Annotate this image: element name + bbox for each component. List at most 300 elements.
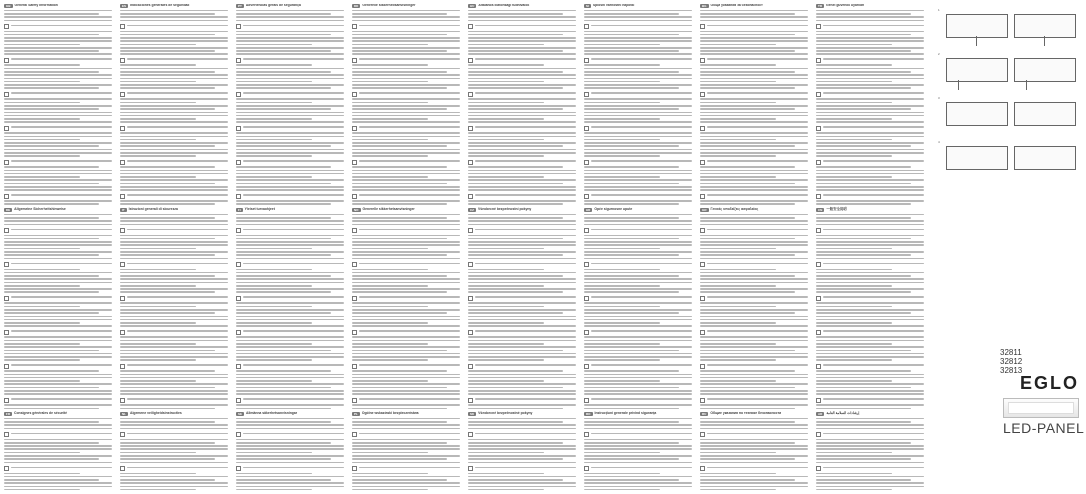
text-line xyxy=(584,244,692,246)
text-line xyxy=(236,34,331,36)
text-line xyxy=(236,78,344,80)
text-line xyxy=(584,16,692,18)
text-line xyxy=(700,81,776,83)
text-line xyxy=(236,336,344,338)
text-line xyxy=(468,74,576,76)
language-code-badge: BG xyxy=(702,4,707,8)
text-line xyxy=(700,445,808,447)
text-line xyxy=(584,489,660,490)
warning-icon xyxy=(468,432,473,437)
text-line xyxy=(352,458,447,460)
text-line xyxy=(816,139,892,141)
language-code-badge: SK xyxy=(470,412,475,417)
text-line xyxy=(352,340,460,342)
text-line xyxy=(4,214,112,216)
warning-bullet xyxy=(468,295,576,301)
text-line xyxy=(584,476,692,478)
text-line xyxy=(700,486,808,488)
warning-bullet xyxy=(468,397,576,403)
text-line xyxy=(4,105,112,107)
text-line xyxy=(700,272,808,274)
text-line xyxy=(236,302,344,304)
text-line xyxy=(584,404,692,406)
text-line xyxy=(120,272,228,274)
warning-icon xyxy=(352,398,357,403)
text-line xyxy=(584,319,692,321)
text-line xyxy=(243,263,344,265)
text-line xyxy=(591,92,692,94)
text-line xyxy=(236,306,312,308)
text-line xyxy=(584,479,679,481)
text-line xyxy=(468,13,563,15)
warning-bullet xyxy=(584,57,692,63)
text-line xyxy=(4,13,99,15)
text-line xyxy=(4,170,112,172)
text-line xyxy=(236,173,344,175)
text-line xyxy=(700,346,808,348)
text-line xyxy=(4,71,99,73)
text-line xyxy=(584,31,692,33)
text-line xyxy=(359,398,460,400)
text-line xyxy=(468,442,563,444)
warning-bullet xyxy=(236,465,344,471)
warning-icon xyxy=(584,194,589,199)
text-line xyxy=(816,53,924,55)
warning-icon xyxy=(4,194,9,199)
section-title: Yleiset turvaohjeet xyxy=(244,207,275,212)
text-line xyxy=(468,452,544,454)
text-line xyxy=(236,74,344,76)
text-line xyxy=(127,58,228,60)
text-line xyxy=(236,312,331,314)
text-line xyxy=(127,433,228,435)
text-line xyxy=(816,421,911,423)
warning-bullet xyxy=(584,295,692,301)
text-line xyxy=(352,275,447,277)
warning-icon xyxy=(4,58,9,63)
warning-icon xyxy=(120,466,125,471)
language-section xyxy=(352,412,460,490)
figure-1-label: 1 xyxy=(938,8,940,12)
text-line xyxy=(352,217,447,219)
warning-bullet xyxy=(120,261,228,267)
text-line xyxy=(468,10,576,12)
warning-bullet xyxy=(700,125,808,131)
text-line xyxy=(468,112,576,114)
warning-bullet xyxy=(816,465,924,471)
text-line xyxy=(352,16,460,18)
text-line xyxy=(468,200,576,202)
text-line xyxy=(236,84,344,86)
text-line xyxy=(584,235,692,237)
text-line xyxy=(127,126,228,128)
text-line xyxy=(243,126,344,128)
warning-bullet xyxy=(468,227,576,233)
text-line xyxy=(816,108,911,110)
text-line xyxy=(352,149,460,151)
warning-bullet xyxy=(120,431,228,437)
warning-icon xyxy=(584,466,589,471)
warning-bullet xyxy=(352,193,460,199)
warning-bullet xyxy=(700,193,808,199)
text-line xyxy=(707,92,808,94)
text-line xyxy=(468,170,576,172)
text-line xyxy=(120,452,196,454)
text-line xyxy=(816,452,892,454)
warning-icon xyxy=(584,296,589,301)
text-line xyxy=(352,322,428,324)
warning-bullet xyxy=(468,329,576,335)
text-line xyxy=(4,68,112,70)
text-line xyxy=(11,229,112,231)
text-line xyxy=(700,139,776,141)
text-line xyxy=(468,476,576,478)
text-line xyxy=(700,325,808,327)
text-line xyxy=(352,489,428,490)
text-line xyxy=(4,241,112,243)
text-line xyxy=(236,203,331,205)
text-line xyxy=(468,353,576,355)
warning-bullet xyxy=(120,363,228,369)
warning-bullet xyxy=(352,397,460,403)
text-line xyxy=(352,84,460,86)
warning-icon xyxy=(700,92,705,97)
text-line xyxy=(120,380,196,382)
text-line xyxy=(584,316,692,318)
panel-illustration xyxy=(946,58,1008,82)
text-line xyxy=(816,473,892,475)
panel-illustration xyxy=(946,146,1008,170)
text-line xyxy=(236,13,331,15)
text-line xyxy=(11,194,112,196)
language-code-badge: TR xyxy=(818,4,822,8)
text-line xyxy=(243,467,344,469)
text-line xyxy=(4,312,99,314)
text-line xyxy=(475,58,576,60)
text-line xyxy=(243,160,344,162)
warning-bullet xyxy=(236,91,344,97)
section-title: إرشادات السلامة العامة xyxy=(826,411,860,416)
warning-bullet xyxy=(352,57,460,63)
warning-bullet xyxy=(816,295,924,301)
text-line xyxy=(700,13,795,15)
text-line xyxy=(468,121,576,123)
text-line xyxy=(700,309,808,311)
text-line xyxy=(468,258,576,260)
text-line xyxy=(120,186,228,188)
text-line xyxy=(700,74,808,76)
text-line xyxy=(468,275,563,277)
language-code-badge: ES xyxy=(122,4,127,8)
warning-icon xyxy=(236,24,241,29)
warning-bullet xyxy=(816,227,924,233)
warning-icon xyxy=(584,262,589,267)
text-line xyxy=(359,126,460,128)
text-line xyxy=(236,486,344,488)
text-line xyxy=(120,115,228,117)
text-line xyxy=(11,467,112,469)
warning-bullet xyxy=(468,125,576,131)
text-line xyxy=(236,387,331,389)
text-line xyxy=(707,58,808,60)
warning-bullet xyxy=(700,431,808,437)
text-line xyxy=(584,166,679,168)
warning-bullet xyxy=(816,57,924,63)
text-line xyxy=(4,445,112,447)
text-line xyxy=(352,306,428,308)
text-line xyxy=(4,98,112,100)
text-line xyxy=(4,278,112,280)
text-line xyxy=(700,421,795,423)
section-heading xyxy=(816,208,924,212)
text-line xyxy=(700,108,795,110)
panel-illustration xyxy=(1014,102,1076,126)
language-section xyxy=(700,412,808,490)
warning-bullet xyxy=(236,193,344,199)
text-line xyxy=(584,112,692,114)
article-number: 32812 xyxy=(1000,357,1023,366)
text-line xyxy=(120,142,228,144)
led-panel-diffuser xyxy=(1008,402,1074,414)
warning-bullet xyxy=(4,227,112,233)
warning-icon xyxy=(700,228,705,233)
section-heading xyxy=(700,4,808,8)
warning-bullet xyxy=(352,465,460,471)
warning-icon xyxy=(584,364,589,369)
warning-bullet xyxy=(236,431,344,437)
text-line xyxy=(352,428,460,430)
warning-bullet xyxy=(236,397,344,403)
section-heading xyxy=(352,4,460,8)
text-line xyxy=(468,189,576,191)
text-line xyxy=(4,166,99,168)
text-line xyxy=(816,316,924,318)
text-line xyxy=(468,145,563,147)
text-line xyxy=(584,291,679,293)
text-line xyxy=(816,74,924,76)
text-line xyxy=(352,258,460,260)
text-line xyxy=(468,254,563,256)
text-line xyxy=(236,288,344,290)
text-line xyxy=(700,105,808,107)
text-line xyxy=(700,428,808,430)
text-line xyxy=(816,149,924,151)
text-line xyxy=(700,312,795,314)
warning-bullet xyxy=(4,125,112,131)
text-line xyxy=(236,112,344,114)
text-line xyxy=(816,439,924,441)
text-line xyxy=(816,132,924,134)
text-line xyxy=(700,319,808,321)
text-line xyxy=(4,390,112,392)
warning-icon xyxy=(352,364,357,369)
text-line xyxy=(352,40,460,42)
warning-bullet xyxy=(120,397,228,403)
text-line xyxy=(468,31,576,33)
warning-bullet xyxy=(120,91,228,97)
text-line xyxy=(700,336,808,338)
text-line xyxy=(359,194,460,196)
text-line xyxy=(120,241,228,243)
article-number: 32813 xyxy=(1000,366,1023,375)
text-line xyxy=(823,92,924,94)
text-line xyxy=(236,10,344,12)
text-line xyxy=(236,166,331,168)
text-line xyxy=(120,269,196,271)
panel-illustration xyxy=(946,102,1008,126)
text-line xyxy=(468,235,576,237)
text-line xyxy=(352,44,428,46)
text-line xyxy=(475,126,576,128)
text-line xyxy=(468,251,576,253)
text-line xyxy=(120,20,228,22)
text-column xyxy=(816,4,924,490)
warning-bullet xyxy=(816,159,924,165)
text-line xyxy=(4,316,112,318)
text-line xyxy=(236,20,344,22)
language-section xyxy=(700,208,808,409)
text-line xyxy=(468,16,576,18)
text-line xyxy=(468,220,576,222)
text-line xyxy=(816,121,924,123)
cable-illustration xyxy=(1044,36,1045,46)
text-line xyxy=(120,442,215,444)
text-line xyxy=(468,278,576,280)
text-line xyxy=(236,455,344,457)
text-line xyxy=(468,78,576,80)
text-line xyxy=(468,217,563,219)
warning-icon xyxy=(236,330,241,335)
text-line xyxy=(700,16,808,18)
text-line xyxy=(816,408,911,410)
text-line xyxy=(584,458,679,460)
figure-3-label: 3 xyxy=(938,96,940,100)
cable-illustration xyxy=(976,36,977,46)
text-line xyxy=(700,235,808,237)
text-line xyxy=(475,398,576,400)
section-heading xyxy=(468,4,576,8)
text-line xyxy=(120,302,228,304)
text-line xyxy=(468,445,576,447)
text-line xyxy=(468,166,563,168)
warning-icon xyxy=(816,364,821,369)
text-line xyxy=(591,160,692,162)
text-line xyxy=(4,112,112,114)
language-section xyxy=(236,412,344,490)
text-line xyxy=(352,214,460,216)
text-line xyxy=(816,272,924,274)
text-line xyxy=(4,31,112,33)
warning-icon xyxy=(700,24,705,29)
text-line xyxy=(4,203,99,205)
text-line xyxy=(120,47,228,49)
text-line xyxy=(816,359,892,361)
warning-bullet xyxy=(4,23,112,29)
text-line xyxy=(816,84,924,86)
warning-bullet xyxy=(584,125,692,131)
figure-2-label: 2 xyxy=(938,52,940,56)
warning-icon xyxy=(468,466,473,471)
language-code-badge: PL xyxy=(354,412,358,417)
warning-bullet xyxy=(816,397,924,403)
text-line xyxy=(236,322,312,324)
text-line xyxy=(359,263,460,265)
text-line xyxy=(4,356,112,358)
warning-icon xyxy=(584,92,589,97)
text-line xyxy=(816,291,911,293)
section-heading xyxy=(816,412,924,416)
text-line xyxy=(352,285,428,287)
section-heading xyxy=(700,208,808,212)
text-line xyxy=(120,251,228,253)
text-line xyxy=(584,145,679,147)
text-line xyxy=(236,217,331,219)
text-line xyxy=(700,442,795,444)
text-line xyxy=(127,160,228,162)
warning-bullet xyxy=(700,295,808,301)
text-line xyxy=(816,325,924,327)
warning-icon xyxy=(236,296,241,301)
text-line xyxy=(11,160,112,162)
text-line xyxy=(120,44,196,46)
text-line xyxy=(4,424,112,426)
text-line xyxy=(707,433,808,435)
text-line xyxy=(707,296,808,298)
warning-bullet xyxy=(700,397,808,403)
language-section xyxy=(352,208,460,409)
warning-icon xyxy=(4,262,9,267)
text-line xyxy=(816,418,924,420)
text-line xyxy=(11,58,112,60)
text-line xyxy=(236,118,312,120)
text-line xyxy=(352,37,460,39)
text-line xyxy=(236,356,344,358)
text-line xyxy=(700,170,808,172)
warning-bullet xyxy=(352,227,460,233)
text-line xyxy=(11,92,112,94)
text-line xyxy=(120,445,228,447)
text-line xyxy=(236,186,344,188)
text-line xyxy=(700,439,808,441)
text-line xyxy=(352,353,460,355)
text-line xyxy=(584,452,660,454)
text-line xyxy=(584,34,679,36)
text-line xyxy=(4,84,112,86)
text-line xyxy=(584,377,692,379)
text-line xyxy=(4,387,99,389)
text-line xyxy=(584,179,692,181)
text-line xyxy=(236,64,312,66)
text-line xyxy=(475,263,576,265)
text-line xyxy=(468,285,544,287)
warning-icon xyxy=(816,262,821,267)
text-line xyxy=(120,428,228,430)
text-line xyxy=(236,343,312,345)
text-line xyxy=(120,356,228,358)
text-line xyxy=(584,383,692,385)
text-line xyxy=(4,343,80,345)
text-line xyxy=(700,98,808,100)
text-line xyxy=(468,462,576,464)
text-line xyxy=(352,312,447,314)
text-line xyxy=(120,179,228,181)
text-line xyxy=(236,139,312,141)
warning-bullet xyxy=(120,329,228,335)
warning-icon xyxy=(4,160,9,165)
text-line xyxy=(468,248,544,250)
text-line xyxy=(816,13,911,15)
warning-icon xyxy=(236,160,241,165)
